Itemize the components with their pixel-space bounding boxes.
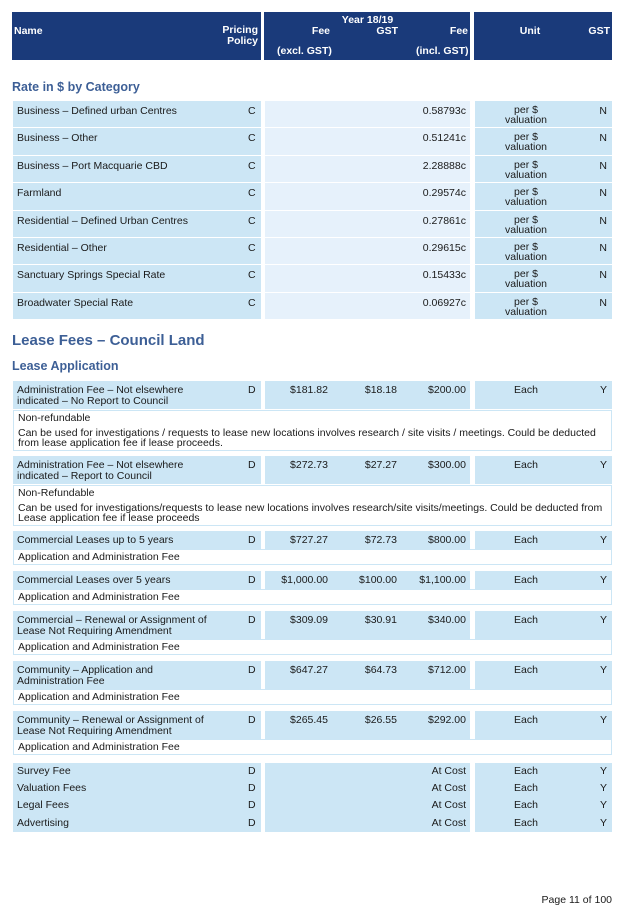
header-excl-gst: (excl. GST) <box>277 45 332 57</box>
simple-row-unit: Each <box>514 765 538 777</box>
lease-row-fee-incl: $292.00 <box>428 714 466 726</box>
lease-row-name: Administration Fee – Not elsewhere indicated – Report to Council <box>17 459 184 482</box>
rate-row-fee-incl: 0.27861c <box>422 214 466 227</box>
lease-row-note <box>13 739 612 755</box>
rate-row-unit: per $ valuation <box>504 213 548 236</box>
lease-row-fee-excl: $647.27 <box>290 664 328 676</box>
simple-row-policy: D <box>248 816 256 829</box>
lease-row-note-line1: Application and Administration Fee <box>18 741 180 753</box>
rate-row-fee-incl: 2.28888c <box>422 159 466 172</box>
lease-row-unit: Each <box>514 664 538 676</box>
rate-row-fee-incl: 0.06927c <box>422 296 466 309</box>
simple-row-unit: Each <box>514 799 538 812</box>
lease-row-gst: Y <box>599 384 607 396</box>
rate-row-unit: per $ valuation <box>504 268 548 291</box>
rate-row-name: Farmland <box>17 187 62 200</box>
header-gst: GST <box>376 25 398 37</box>
lease-row-policy: D <box>248 574 256 586</box>
rate-row-policy: C <box>248 132 256 145</box>
section-subtitle-lease-application: Lease Application <box>12 359 119 373</box>
rate-row-unit: per $ valuation <box>504 104 548 126</box>
lease-row-note-line1: Application and Administration Fee <box>18 551 180 563</box>
rate-row-policy: C <box>248 242 256 254</box>
rate-row-policy: C <box>248 105 256 117</box>
rate-row-fee-incl: 0.51241c <box>422 132 466 145</box>
lease-row-gst: Y <box>599 664 607 676</box>
header-pricing-policy: Pricing Policy <box>222 24 258 47</box>
page-number: Page 11 of 100 <box>541 894 612 906</box>
rate-row-gst: N <box>599 214 607 227</box>
simple-row-gst: Y <box>599 816 607 829</box>
lease-row-policy: D <box>248 534 256 546</box>
lease-row-policy: D <box>248 714 256 726</box>
rate-row-unit: per $ valuation <box>504 131 548 154</box>
lease-row-fee-incl: $800.00 <box>428 534 466 546</box>
simple-row-fee-incl: At Cost <box>431 765 466 777</box>
lease-row-note-line1: Application and Administration Fee <box>18 641 180 653</box>
lease-row-gst: Y <box>599 574 607 586</box>
lease-row-note-line1: Non-refundable <box>18 412 91 424</box>
rate-row-name: Business – Port Macquarie CBD <box>17 159 168 172</box>
lease-row-fee-incl: $200.00 <box>428 384 466 396</box>
rate-row-name: Residential – Other <box>17 242 107 254</box>
lease-row-name: Community – Renewal or Assignment of Lease Not Requiring Amendment <box>17 714 204 737</box>
lease-row-fee-excl: $309.09 <box>290 614 328 626</box>
lease-row-note-line2: Can be used for investigations/requests to lease new locations involves research/site visits/meetings. Could be deducted from Lease application fee if lease proceeds <box>18 502 603 524</box>
rate-row-fee-incl: 0.58793c <box>422 105 466 117</box>
header-name: Name <box>14 25 43 37</box>
simple-row-name: Survey Fee <box>17 765 71 777</box>
rate-row-gst: N <box>599 242 607 254</box>
lease-row-note-line1: Application and Administration Fee <box>18 691 180 703</box>
section-title-lease: Lease Fees – Council Land <box>12 332 205 349</box>
rate-row-unit: per $ valuation <box>504 241 548 263</box>
lease-row-gst-amount: $64.73 <box>364 664 397 676</box>
lease-row-unit: Each <box>514 459 538 471</box>
simple-row-fee-incl: At Cost <box>431 782 466 795</box>
lease-row-note-line2: Can be used for investigations / requests to lease new locations involves research / site visits / meetings. Could be deducted from lease application fee if lease proceeds. <box>18 427 596 449</box>
header-incl-gst: (incl. GST) <box>416 45 469 57</box>
header-gst-flag: GST <box>588 25 610 37</box>
lease-row-unit: Each <box>514 534 538 546</box>
lease-row-unit: Each <box>514 574 538 586</box>
lease-row-fee-excl: $181.82 <box>290 384 328 396</box>
rate-row-policy: C <box>248 214 256 227</box>
simple-row-name: Legal Fees <box>17 799 69 812</box>
rate-row-gst: N <box>599 159 607 172</box>
lease-row-policy: D <box>248 614 256 626</box>
simple-row-policy: D <box>248 799 256 812</box>
header-year: Year 18/19 <box>341 14 394 26</box>
lease-row-fee-incl: $340.00 <box>428 614 466 626</box>
lease-row-note <box>13 485 612 526</box>
simple-row-name: Valuation Fees <box>17 782 87 795</box>
rate-row-gst: N <box>599 269 607 282</box>
lease-row-gst-amount: $18.18 <box>364 384 397 396</box>
simple-row-fee-incl: At Cost <box>431 799 466 812</box>
lease-row-gst-amount: $26.55 <box>364 714 397 726</box>
rate-row-gst: N <box>599 105 607 117</box>
rate-row-name: Broadwater Special Rate <box>17 296 134 309</box>
simple-row-fee-incl: At Cost <box>431 816 466 829</box>
rate-row-name: Business – Other <box>17 132 98 145</box>
rate-row-name: Business – Defined urban Centres <box>17 105 177 117</box>
lease-row-gst: Y <box>599 714 607 726</box>
rate-row-name: Residential – Defined Urban Centres <box>17 214 189 227</box>
rate-row-policy: C <box>248 269 256 282</box>
rate-row-unit: per $ valuation <box>504 295 548 318</box>
lease-row-unit: Each <box>514 614 538 626</box>
rate-row-gst: N <box>599 187 607 200</box>
lease-row-note <box>13 589 612 605</box>
lease-row-unit: Each <box>514 384 538 396</box>
rate-row-unit: per $ valuation <box>504 186 548 209</box>
lease-row-gst: Y <box>599 614 607 626</box>
lease-row-fee-excl: $727.27 <box>290 534 328 546</box>
simple-row-gst: Y <box>599 782 607 795</box>
lease-row-name: Community – Application and Administration Fee <box>17 664 153 687</box>
rate-row-fee-incl: 0.29574c <box>422 187 466 200</box>
simple-row-name: Advertising <box>17 816 69 829</box>
simple-row-unit: Each <box>514 816 538 829</box>
lease-row-name: Commercial Leases up to 5 years <box>17 534 174 546</box>
lease-row-gst: Y <box>599 459 607 471</box>
rate-row-fee-incl: 0.15433c <box>422 269 466 282</box>
lease-row-unit: Each <box>514 714 538 726</box>
lease-row-fee-excl: $1,000.00 <box>281 574 328 586</box>
lease-row-note <box>13 689 612 705</box>
simple-row-gst: Y <box>599 765 607 777</box>
lease-row-policy: D <box>248 384 256 396</box>
lease-row-gst-amount: $72.73 <box>364 534 397 546</box>
lease-row-policy: D <box>248 459 256 471</box>
lease-row-note <box>13 549 612 565</box>
header-fee: Fee <box>311 25 330 37</box>
rate-row-name: Sanctuary Springs Special Rate <box>17 269 166 282</box>
rate-row-policy: C <box>248 187 256 200</box>
lease-row-gst: Y <box>599 534 607 546</box>
lease-row-policy: D <box>248 664 256 676</box>
simple-row-policy: D <box>248 765 256 777</box>
lease-row-fee-incl: $300.00 <box>428 459 466 471</box>
simple-row-unit: Each <box>514 782 538 795</box>
header-fee-incl: Fee <box>449 25 468 37</box>
lease-row-note <box>13 639 612 655</box>
lease-row-name: Administration Fee – Not elsewhere indicated – No Report to Council <box>17 384 184 407</box>
section-title-rate: Rate in $ by Category <box>12 80 140 94</box>
rate-row-policy: C <box>248 159 256 172</box>
lease-row-fee-incl: $712.00 <box>428 664 466 676</box>
simple-row-gst: Y <box>599 799 607 812</box>
lease-row-fee-excl: $265.45 <box>290 714 328 726</box>
rate-row-fee-incl: 0.29615c <box>422 242 466 254</box>
lease-row-name: Commercial – Renewal or Assignment of Lease Not Requiring Amendment <box>17 614 207 637</box>
lease-row-note-line1: Application and Administration Fee <box>18 591 180 603</box>
lease-row-note <box>13 410 612 451</box>
lease-row-note-line1: Non-Refundable <box>18 487 95 499</box>
lease-row-gst-amount: $30.91 <box>364 614 397 626</box>
lease-row-gst-amount: $27.27 <box>364 459 397 471</box>
lease-row-gst-amount: $100.00 <box>359 574 397 586</box>
simple-row-policy: D <box>248 782 256 795</box>
lease-row-fee-excl: $272.73 <box>290 459 328 471</box>
rate-row-policy: C <box>248 296 256 309</box>
rate-row-gst: N <box>599 132 607 145</box>
rate-row-gst: N <box>599 296 607 309</box>
header-unit: Unit <box>519 25 541 37</box>
lease-row-name: Commercial Leases over 5 years <box>17 574 171 586</box>
rate-row-unit: per $ valuation <box>504 158 548 181</box>
lease-row-fee-incl: $1,100.00 <box>419 574 466 586</box>
